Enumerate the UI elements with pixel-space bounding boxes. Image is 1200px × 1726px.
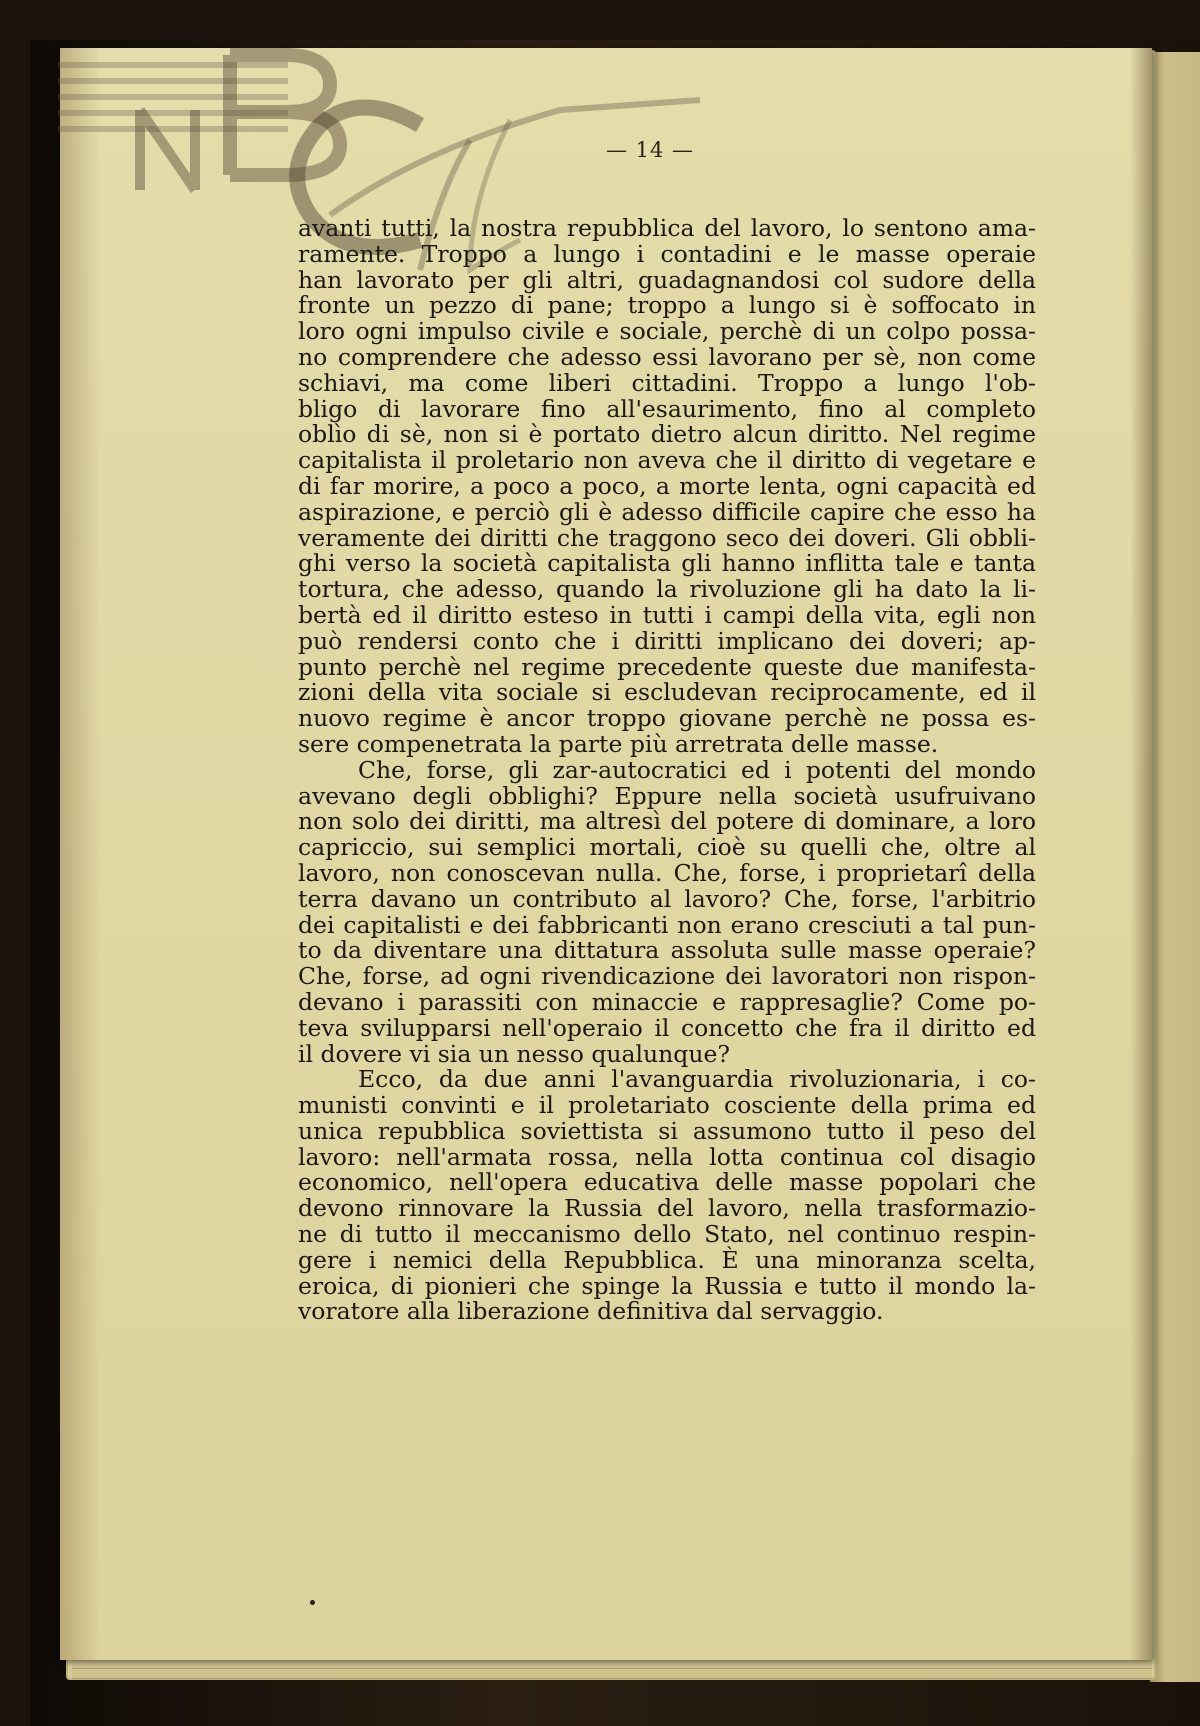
page-stack-edge	[72, 1670, 1152, 1679]
text-line: no comprendere che adesso essi lavorano per sè, non come	[298, 342, 1036, 371]
text-line: devono rinnovare la Russia del lavoro, nella trasformazio-	[298, 1194, 1036, 1223]
text-line: Ecco, da due anni l'avanguardia rivoluzionaria, i co-	[358, 1065, 1036, 1094]
paragraph	[298, 755, 1036, 1068]
text-line: munisti convinti e il proletariato cosciente della prima ed	[298, 1091, 1036, 1120]
text-line: non solo dei diritti, ma altresì del potere di dominare, a loro	[298, 807, 1036, 836]
text-line: voratore alla liberazione definitiva dal servaggio.	[298, 1297, 884, 1326]
text-line: teva svilupparsi nell'operaio il concetto che fra il diritto ed	[298, 1013, 1036, 1042]
text-line: schiavi, ma come liberi cittadini. Troppo a lungo l'ob-	[298, 368, 1036, 397]
body-text	[298, 216, 1036, 1325]
text-line: può rendersi conto che i diritti implicano dei doveri; ap-	[298, 626, 1036, 655]
text-line: loro ogni impulso civile e sociale, perchè di un colpo possa-	[298, 317, 1036, 346]
text-line: aspirazione, e perciò gli è adesso difficile capire che esso ha	[298, 497, 1036, 526]
text-line: economico, nell'opera educativa delle masse popolari che	[298, 1168, 1036, 1197]
text-line: veramente dei diritti che traggono seco dei doveri. Gli obbli-	[298, 523, 1036, 552]
text-line: han lavorato per gli altri, guadagnandosi col sudore della	[298, 265, 1036, 294]
text-line: nuovo regime è ancor troppo giovane perchè ne possa es-	[298, 704, 1036, 733]
page-stack-edge	[72, 1660, 1152, 1669]
text-line: devano i parassiti con minaccie e rappresaglie? Come po-	[298, 987, 1036, 1016]
text-line: gere i nemici della Repubblica. È una minoranza scelta,	[298, 1245, 1036, 1274]
text-line: unica repubblica soviettista si assumono tutto il peso del	[298, 1116, 1036, 1145]
text-line: il dovere vi sia un nesso qualunque?	[298, 1039, 730, 1068]
text-line: ne di tutto il meccanismo dello Stato, nel continuo respin-	[298, 1220, 1036, 1249]
text-line: tortura, che adesso, quando la rivoluzione gli ha dato la li-	[298, 575, 1036, 604]
text-line: zioni della vita sociale si escludevan reciprocamente, ed il	[298, 678, 1036, 707]
page-fold-shadow	[1130, 48, 1152, 1660]
text-line: di far morire, a poco a poco, a morte lenta, ogni capacità ed	[298, 471, 1036, 500]
text-line: terra davano un contributo al lavoro? Che, forse, l'arbitrio	[298, 884, 1036, 913]
text-line: lavoro: nell'armata rossa, nella lotta continua col disagio	[298, 1142, 1036, 1171]
paragraph	[298, 1067, 1036, 1325]
text-line: punto perchè nel regime precedente queste due manifesta-	[298, 652, 1036, 681]
adjacent-page-edge	[1150, 52, 1200, 1682]
text-line: avanti tutti, la nostra repubblica del lavoro, lo sentono ama-	[298, 214, 1036, 242]
text-line: ghi verso la società capitalista gli hanno inflitta tale e tanta	[298, 549, 1036, 578]
text-line: lavoro, non conoscevan nulla. Che, forse, i proprietarî della	[298, 858, 1036, 887]
text-line: dei capitalisti e dei fabbricanti non erano cresciuti a tal pun-	[298, 910, 1036, 939]
text-line: ramente. Troppo a lungo i contadini e le masse operaie	[298, 239, 1036, 268]
text-line: to da diventare una dittatura assoluta sulle masse operaie?	[298, 936, 1036, 965]
text-line: oblìo di sè, non si è portato dietro alcun diritto. Nel regime	[298, 420, 1036, 449]
text-line: eroica, di pionieri che spinge la Russia e tutto il mondo la-	[298, 1271, 1036, 1300]
paragraph	[298, 216, 1036, 758]
text-line: avevano degli obblighi? Eppure nella società usufruivano	[298, 781, 1036, 810]
ink-dot	[310, 1600, 315, 1605]
text-line: bertà ed il diritto esteso in tutti i campi della vita, egli non	[298, 600, 1036, 629]
text-line: capitalista il proletario non aveva che il diritto di vegetare e	[298, 446, 1036, 475]
text-line: Che, forse, gli zar-autocratici ed i potenti del mondo	[358, 755, 1036, 784]
text-line: sere compenetrata la parte più arretrata delle masse.	[298, 729, 939, 758]
text-line: Che, forse, ad ogni rivendicazione dei lavoratori non rispon-	[298, 962, 1036, 991]
page-number: — 14 —	[605, 138, 695, 162]
text-line: bligo di lavorare fino all'esaurimento, fino al completo	[298, 394, 1036, 423]
text-line: capriccio, sui semplici mortali, cioè su quelli che, oltre al	[298, 833, 1036, 862]
text-line: fronte un pezzo di pane; troppo a lungo si è soffocato in	[298, 291, 1036, 320]
